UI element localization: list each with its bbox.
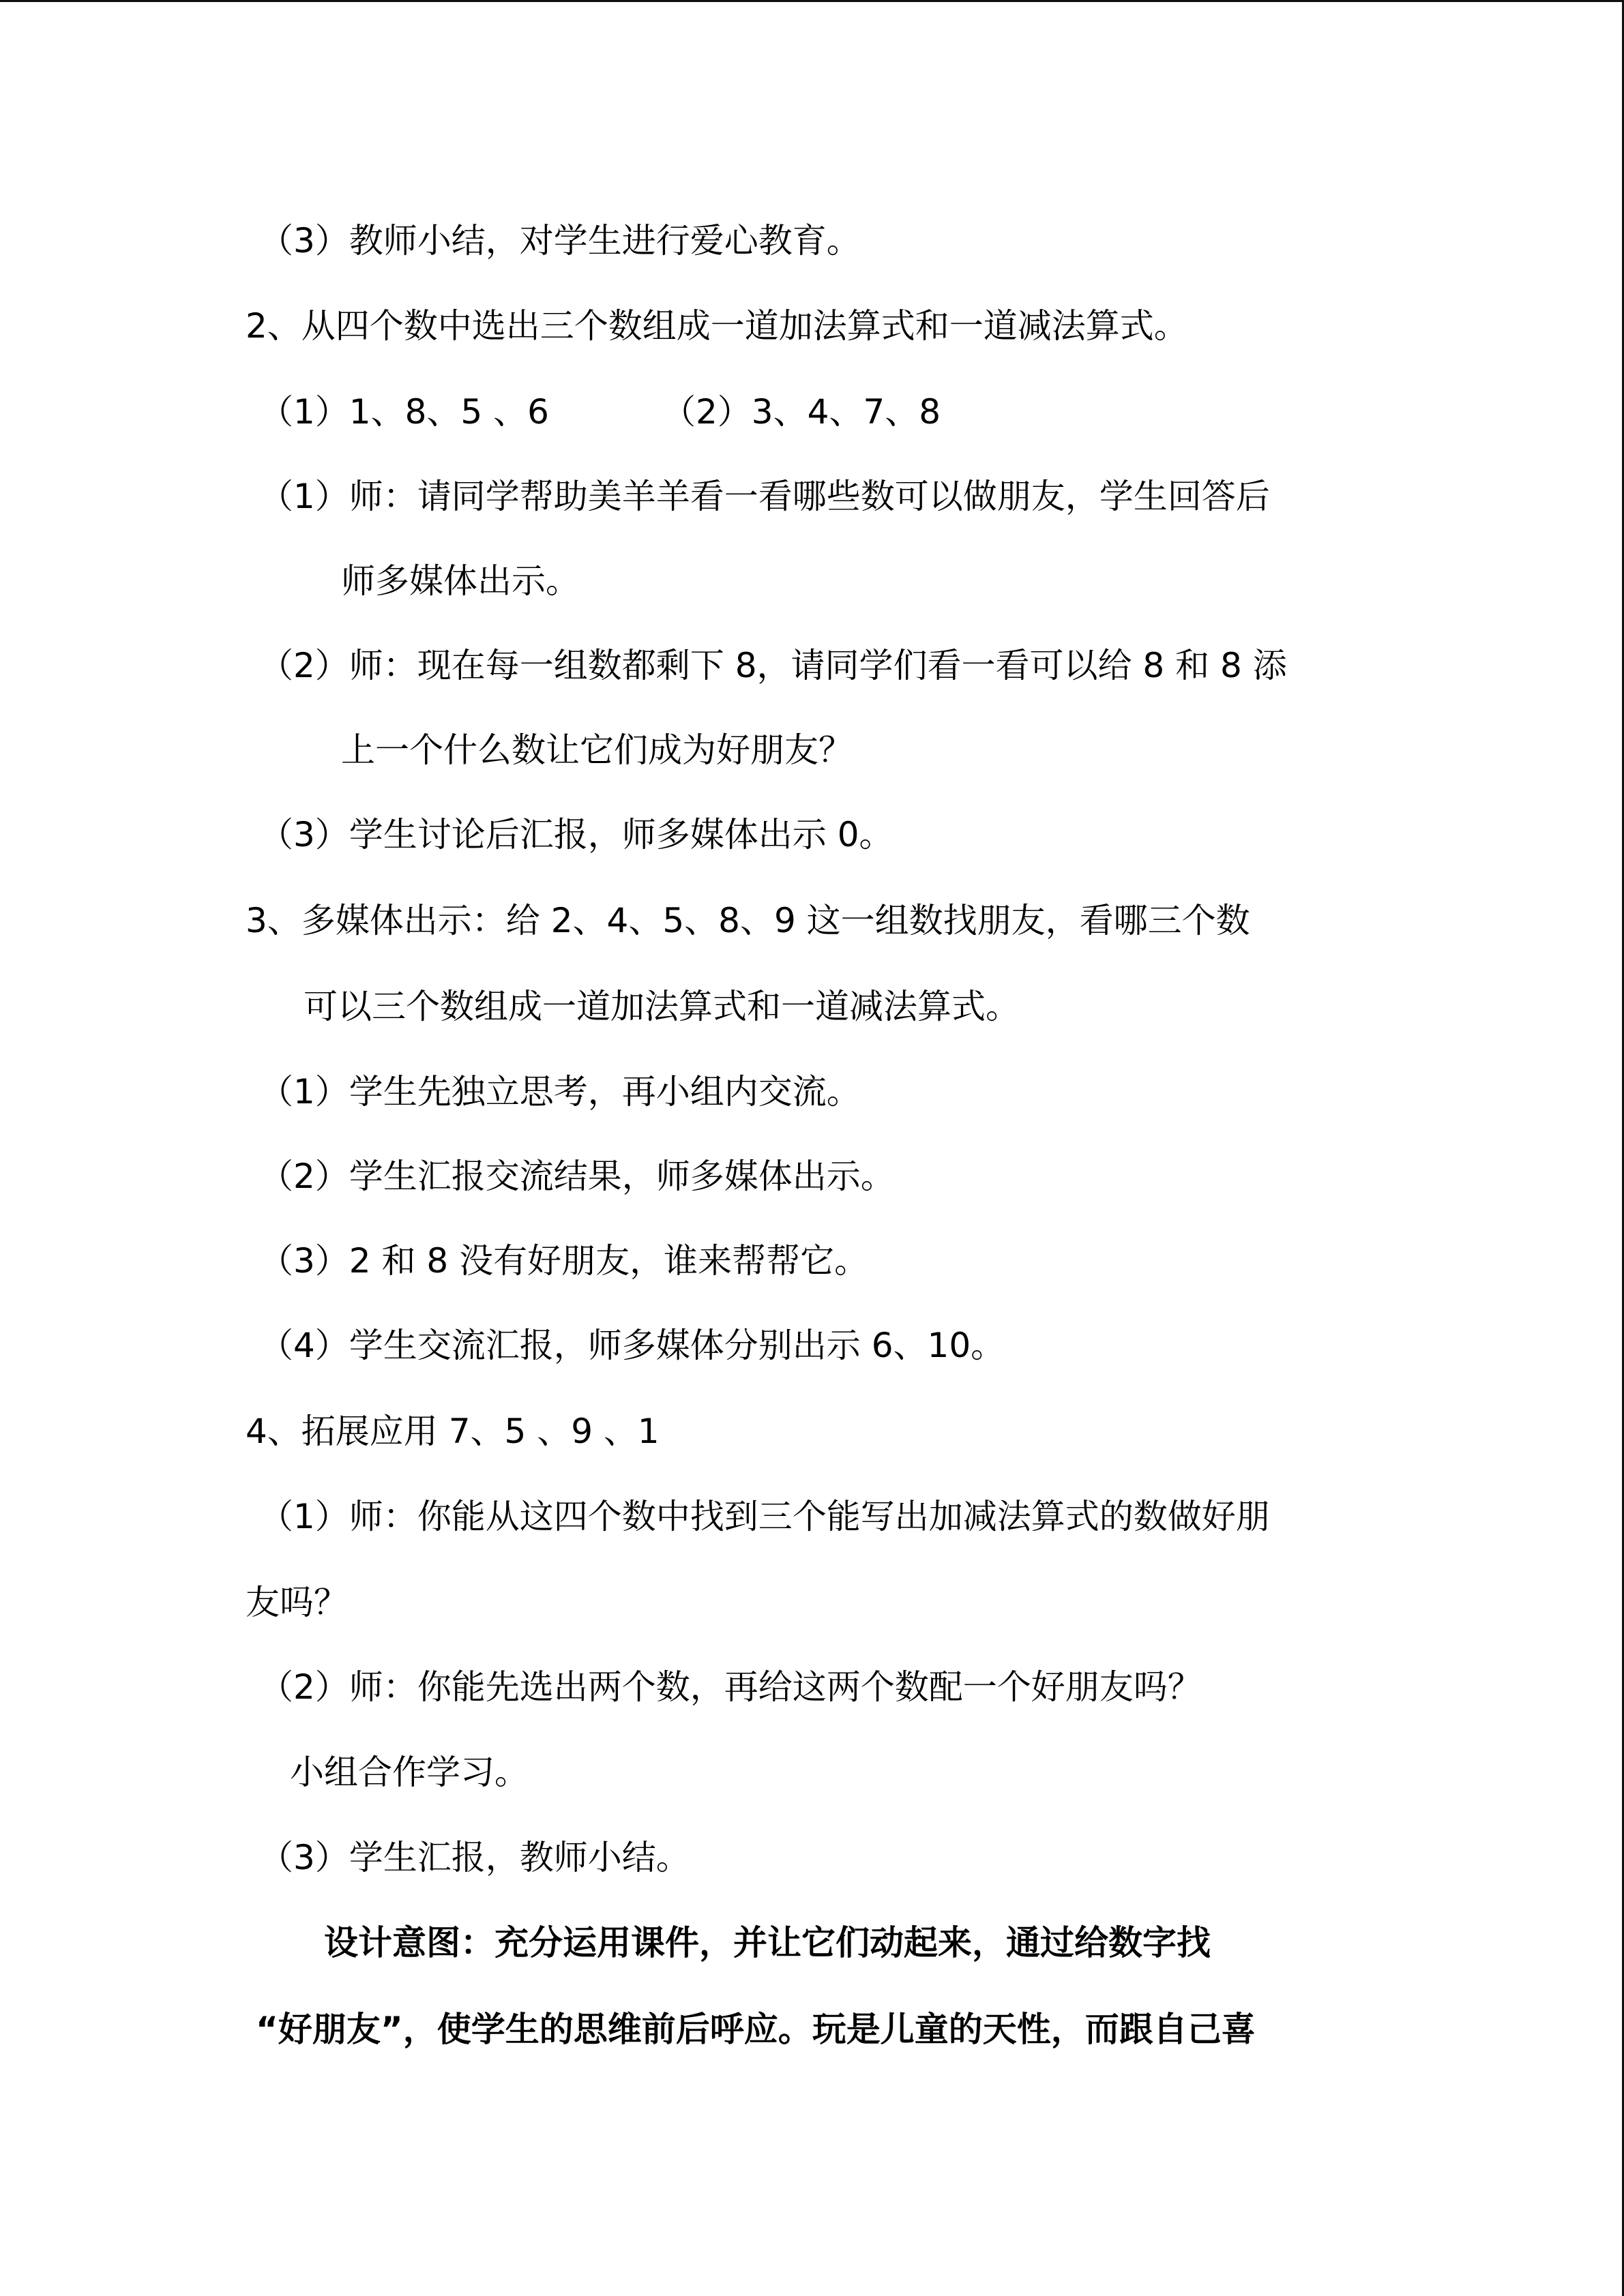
text-line: 2、从四个数中选出三个数组成一道加法算式和一道减法算式。 [246, 306, 1188, 346]
text-line: （4）学生交流汇报，师多媒体分别出示 6、10。 [259, 1326, 1005, 1365]
text-line: 上一个什么数让它们成为好朋友？ [341, 730, 853, 770]
text-line: 小组合作学习。 [290, 1753, 529, 1792]
text-line: （2）师：你能先选出两个数，再给这两个数配一个好朋友吗？ [259, 1667, 1202, 1707]
text-line: 4、拓展应用 7、5 、9 、1 [246, 1412, 660, 1451]
text-line: （3）教师小结，对学生进行爱心教育。 [259, 221, 861, 260]
text-line: （2）3、4、7、8 [662, 392, 941, 432]
text-line: （1）师：请同学帮助美羊羊看一看哪些数可以做朋友，学生回答后 [259, 477, 1270, 516]
design-intent-line: 设计意图：充分运用课件，并让它们动起来，通过给数字找 [324, 1923, 1211, 1963]
text-line: 3、多媒体出示：给 2、4、5、8、9 这一组数找朋友，看哪三个数 [246, 901, 1250, 940]
text-line: （3）2 和 8 没有好朋友，谁来帮帮它。 [259, 1241, 869, 1281]
text-line: （1）师：你能从这四个数中找到三个能写出加减法算式的数做好朋 [259, 1497, 1270, 1536]
design-intent-line: “好朋友”，使学生的思维前后呼应。玩是儿童的天性，而跟自己喜 [256, 2010, 1256, 2049]
text-line: （3）学生汇报，教师小结。 [259, 1838, 690, 1877]
text-line: （2）学生汇报交流结果，师多媒体出示。 [259, 1157, 895, 1196]
text-line: 友吗？ [246, 1583, 348, 1622]
text-line: 师多媒体出示。 [341, 561, 580, 601]
text-line: 可以三个数组成一道加法算式和一道减法算式。 [304, 987, 1020, 1026]
text-line: （1）学生先独立思考，再小组内交流。 [259, 1072, 861, 1112]
text-line: （2）师：现在每一组数都剩下 8，请同学们看一看可以给 8 和 8 添 [259, 646, 1287, 685]
text-line: （1）1、8、5 、6 [259, 392, 549, 432]
text-line: （3）学生讨论后汇报，师多媒体出示 0。 [259, 815, 894, 854]
